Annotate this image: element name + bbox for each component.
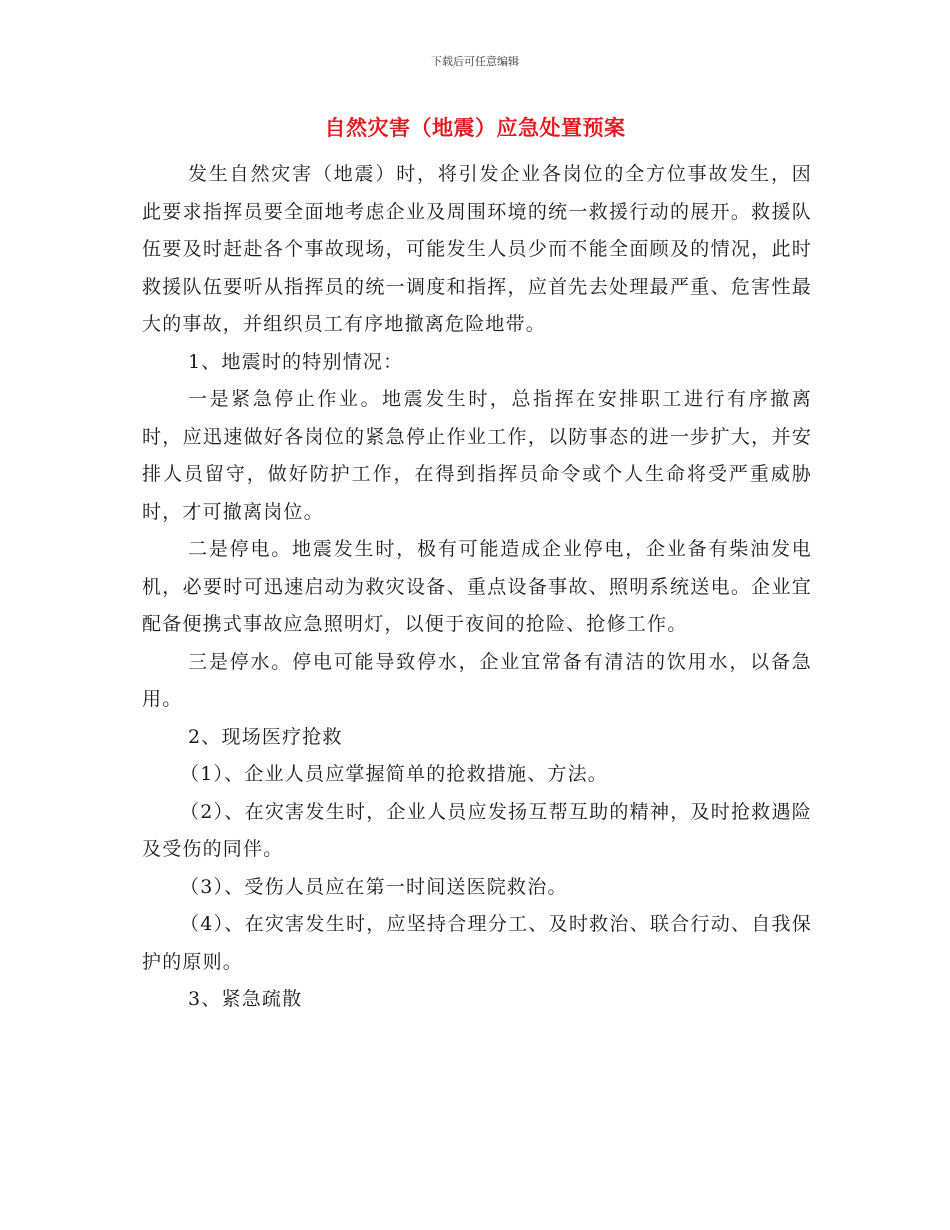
- section-2-item-4: （4）、在灾害发生时，应坚持合理分工、及时救治、联合行动、自我保护的原则。: [142, 913, 812, 973]
- section-2-heading: 2、现场医疗抢救: [188, 725, 343, 748]
- document-title: 自然灾害（地震）应急处置预案: [324, 116, 626, 140]
- intro-paragraph: 发生自然灾害（地震）时，将引发企业各岗位的全方位事故发生，因此要求指挥员要全面地考虑企业及周围环境的统一救援行动的展开。救援队伍要及时赶赴各个事故现场，可能发生人员少而不能全面顾及的情况，此时救援队伍要听从指挥员的统一调度和指挥，应首先去处理最严重、危害性最大的事故，并组织员工有序地撤离危险地带。: [142, 163, 812, 335]
- header-note: 下载后可任意编辑: [431, 55, 519, 68]
- section-2-item-1: （1）、企业人员应掌握简单的抢救措施、方法。: [180, 763, 608, 785]
- section-1-item-2: 二是停电。地震发生时，极有可能造成企业停电，企业备有柴油发电机，必要时可迅速启动为救灾设备、重点设备事故、照明系统送电。企业宜配备便携式事故应急照明灯，以便于夜间的抢险、抢修工作。: [142, 538, 812, 635]
- section-1-heading: 1、地震时的特别情况：: [188, 350, 404, 373]
- section-2-item-3: （3）、受伤人员应在第一时间送医院救治。: [180, 875, 568, 898]
- document-body: [142, 156, 812, 1019]
- section-1-item-3: 三是停水。停电可能导致停水，企业宜常备有清洁的饮用水，以备急用。: [142, 650, 812, 710]
- section-3-heading: 3、紧急疏散: [188, 988, 303, 1010]
- section-2-item-2: （2）、在灾害发生时，企业人员应发扬互帮互助的精神，及时抢救遇险及受伤的同伴。: [142, 800, 812, 860]
- section-1-item-1: 一是紧急停止作业。地震发生时，总指挥在安排职工进行有序撤离时，应迅速做好各岗位的紧急停止作业工作，以防事态的进一步扩大，并安排人员留守，做好防护工作，在得到指挥员命令或个人生命将受严重威胁时，才可撤离岗位。: [142, 388, 812, 523]
